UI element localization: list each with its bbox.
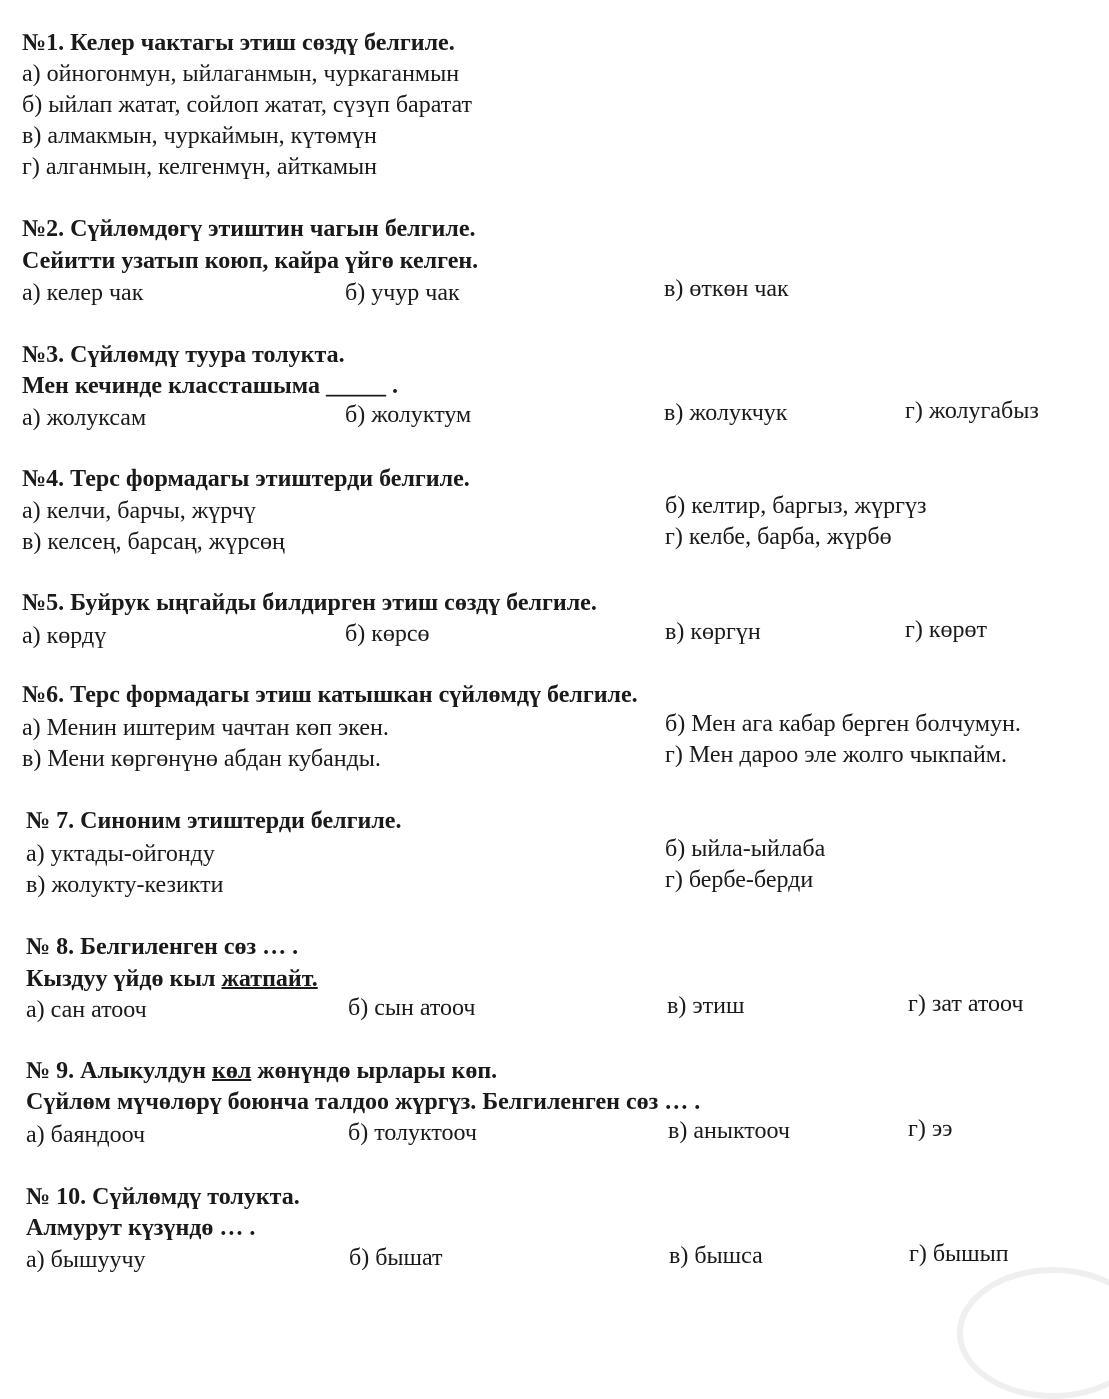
q1-title: №1. Келер чактагы этиш сөздү белгиле.: [22, 30, 455, 56]
q9-option-v: в) аныктооч: [668, 1118, 790, 1144]
q3-option-g: г) жолугабыз: [905, 398, 1039, 424]
q3-option-a: а) жолуксам: [22, 405, 147, 431]
q10-sentence: Алмурут күзүндө … .: [26, 1215, 256, 1241]
q3-sentence-start: Мен кечинде классташыма: [22, 373, 320, 399]
q3-title: №3. Сүйлөмдү туура толукта.: [22, 342, 345, 368]
q10-option-g: г) бышып: [909, 1241, 1009, 1267]
q7-option-v: в) жолукту-кезикти: [26, 872, 224, 898]
q8-option-b: б) сын атооч: [348, 995, 476, 1021]
q10-title: № 10. Сүйлөмдү толукта.: [26, 1184, 300, 1210]
q1-option-a: а) ойногонмун, ыйлаганмын, чуркаганмын: [22, 61, 460, 87]
q8-sentence-start: Кыздуу үйдө кыл: [26, 966, 216, 992]
q2-sentence: Сейитти узатып коюп, кайра үйгө келген.: [22, 248, 479, 274]
q4-title: №4. Терс формадагы этиштерди белгиле.: [22, 466, 470, 492]
q9-option-b: б) толуктооч: [348, 1120, 477, 1146]
q4-option-b: б) келтир, баргыз, жүргүз: [665, 493, 927, 519]
q3-blank: _____: [325, 373, 386, 399]
q6-option-v: в) Мени көргөнүнө абдан кубанды.: [22, 746, 381, 772]
q6-option-g: г) Мен дароо эле жолго чыкпайм.: [665, 742, 1007, 768]
q4-option-a: а) келчи, барчы, жүрчү: [22, 498, 256, 524]
q9-title-end: жөнүндө ырлары көп.: [257, 1058, 498, 1084]
q8-underlined-word: жатпайт.: [221, 966, 318, 992]
q10-option-a: а) бышуучу: [26, 1247, 146, 1273]
q5-option-g: г) көрөт: [905, 617, 987, 643]
q1-option-v: в) алмакмын, чуркаймын, күтөмүн: [22, 123, 377, 149]
q10-option-b: б) бышат: [349, 1245, 443, 1271]
q7-option-g: г) бербе-берди: [665, 867, 814, 893]
q1-option-g: г) алганмын, келгенмүн, айткамын: [22, 154, 378, 180]
q9-option-g: г) ээ: [908, 1116, 953, 1142]
q6-option-a: а) Менин иштерим чачтан көп экен.: [22, 715, 389, 741]
q3-option-b: б) жолуктум: [345, 402, 472, 428]
q8-title: № 8. Белгиленген сөз … .: [26, 934, 299, 960]
q8-option-v: в) этиш: [667, 993, 745, 1019]
q5-option-v: в) көргүн: [665, 619, 761, 645]
q8-sentence: [26, 964, 318, 994]
q5-title: №5. Буйрук ыңгайды билдирген этиш сөздү белгиле.: [22, 590, 597, 616]
q7-title: № 7. Синоним этиштерди белгиле.: [26, 808, 402, 834]
q9-sentence: Сүйлөм мүчөлөрү боюнча талдоо жүргүз. Белгиленген сөз … .: [26, 1089, 701, 1115]
q7-option-a: а) уктады-ойгонду: [26, 841, 215, 867]
q2-title: №2. Сүйлөмдөгү этиштин чагын белгиле.: [22, 216, 476, 242]
q3-sentence-end: .: [391, 373, 398, 399]
q3-option-v: в) жолукчук: [664, 400, 788, 426]
q2-option-b: б) учур чак: [345, 280, 460, 306]
q5-option-b: б) көрсө: [345, 621, 430, 647]
q6-title: №6. Терс формадагы этиш катышкан сүйлөмдү белгиле.: [22, 682, 638, 708]
q9-title: [26, 1056, 497, 1086]
q5-option-a: а) көрдү: [22, 623, 107, 649]
q2-option-a: а) келер чак: [22, 280, 144, 306]
q6-option-b: б) Мен ага кабар берген болчумун.: [665, 711, 1021, 737]
q10-option-v: в) бышса: [669, 1243, 763, 1269]
q2-option-v: в) өткөн чак: [664, 276, 789, 302]
q4-option-v: в) келсең, барсаң, жүрсөң: [22, 529, 285, 555]
corner-arc: [957, 1267, 1109, 1399]
q9-title-start: № 9. Алыкулдун: [26, 1058, 206, 1084]
q4-option-g: г) келбе, барба, жүрбө: [665, 524, 892, 550]
q8-option-a: а) сан атооч: [26, 997, 147, 1023]
q3-sentence: [22, 371, 398, 401]
q8-option-g: г) зат атооч: [908, 991, 1024, 1017]
q9-underlined-word: көл: [211, 1058, 252, 1084]
q9-option-a: а) баяндооч: [26, 1122, 146, 1148]
q1-option-b: б) ыйлап жатат, сойлоп жатат, сүзүп баратат: [22, 92, 473, 118]
q7-option-b: б) ыйла-ыйлаба: [665, 836, 826, 862]
